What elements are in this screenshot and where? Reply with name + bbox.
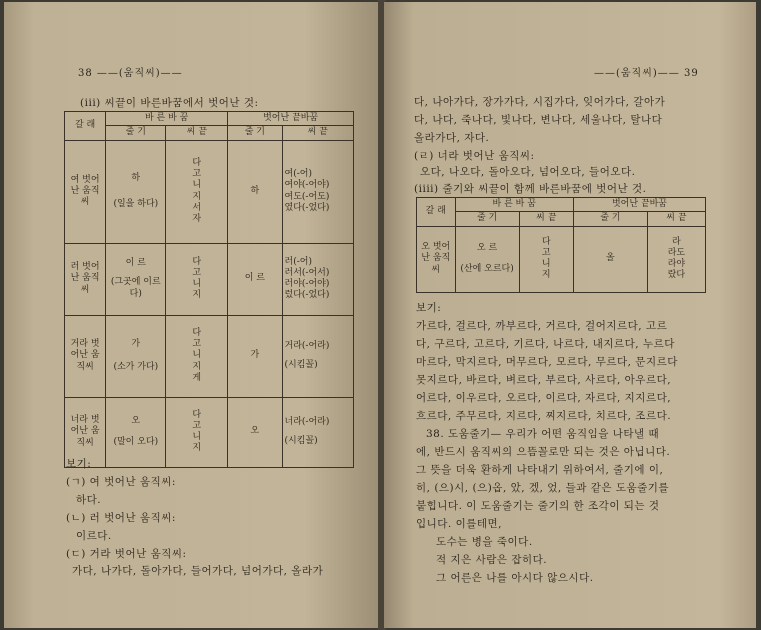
table-sub-heading: 줄 기 bbox=[455, 212, 519, 226]
ending: 여(-어) bbox=[284, 169, 312, 179]
text-line: 올라가다, 자다. bbox=[414, 132, 490, 144]
text-line: 흐르다, 주무르다, 지르다, 찌지르다, 치르다, 조르다. bbox=[416, 410, 672, 422]
ending: 니 bbox=[541, 259, 551, 269]
stem-cell bbox=[455, 226, 519, 292]
text-line: 히, (으)시, (으)옵, 았, 겠, 었, 들과 같은 도움줄기를 bbox=[416, 482, 670, 494]
right-conjugation-table bbox=[416, 197, 706, 293]
text-line: 붙힙니다. 이 도움줄기는 줄기의 한 조각이 되는 것 bbox=[416, 500, 660, 512]
ending: 고 bbox=[192, 420, 202, 431]
table-sub-heading: 씨 끝 bbox=[166, 126, 228, 140]
irregular-endings bbox=[282, 315, 353, 397]
table-sub-heading: 씨 끝 bbox=[282, 126, 353, 140]
ending: 지 bbox=[192, 191, 202, 202]
text-line: 오다, 나오다, 돌아오다, 넘어오다, 들어오다. bbox=[420, 166, 636, 178]
ending: 지 bbox=[192, 443, 202, 454]
left-conjugation-table bbox=[64, 111, 354, 468]
ending: 니 bbox=[192, 432, 202, 442]
table-sub-heading: 줄 기 bbox=[228, 126, 282, 140]
table-group-heading: 바 른 바 꿈 bbox=[106, 112, 228, 126]
left-section-title: (iii) 씨끝이 바른바꿈에서 벗어난 것: bbox=[80, 97, 259, 109]
stem-cell bbox=[106, 397, 166, 467]
ending: 렀다(-었다) bbox=[284, 290, 330, 301]
ending-cell bbox=[166, 243, 228, 315]
ending: 지 bbox=[192, 290, 202, 301]
example-line: 도수는 병을 죽이다. bbox=[436, 536, 533, 548]
ending: 여야(-어야) bbox=[284, 180, 330, 191]
ending: 니 bbox=[192, 180, 202, 191]
stem-text: 하 bbox=[131, 173, 141, 184]
ending: 너라(-어라) bbox=[284, 416, 330, 427]
text-line: 못지르다, 바르다, 벼르다, 부르다, 사르다, 아우르다, bbox=[416, 374, 672, 386]
table-row bbox=[65, 397, 354, 467]
ending: 니 bbox=[192, 279, 202, 289]
row-label: 오 벗어난 움직씨 bbox=[417, 226, 456, 292]
text-line: 보기: bbox=[66, 458, 92, 470]
irregular-endings bbox=[282, 243, 353, 315]
example-line: 적 지은 사람은 잡히다. bbox=[436, 554, 548, 566]
irregular-stem: 오 bbox=[228, 397, 282, 467]
table-col-heading: 갈 래 bbox=[65, 112, 106, 141]
ending: 라야 bbox=[667, 259, 686, 269]
ending: 라 bbox=[672, 236, 681, 247]
stem-cell bbox=[106, 243, 166, 315]
irregular-endings bbox=[282, 140, 353, 243]
table-sub-heading: 줄 기 bbox=[106, 126, 166, 140]
text-line: (ㄹ) 너라 벗어난 움직씨: bbox=[414, 150, 535, 162]
table-col-heading: 갈 래 bbox=[417, 198, 456, 227]
text-line: 가르다, 걸르다, 까부르다, 거르다, 걸어지르다, 고르 bbox=[416, 320, 668, 332]
table-sub-heading: 씨 끝 bbox=[647, 212, 705, 226]
right-page-header: ——(움직씨)—— 39 bbox=[594, 68, 699, 79]
text-line: 다, 나다, 죽나다, 빛나다, 변나다, 세울나다, 탈나다 bbox=[414, 114, 663, 126]
ending: 랐다 bbox=[667, 270, 686, 281]
table-group-heading: 벗어난 끝바꿈 bbox=[228, 112, 354, 126]
ending: 다 bbox=[192, 157, 202, 168]
table-sub-heading: 씨 끝 bbox=[519, 212, 573, 226]
irregular-endings bbox=[282, 397, 353, 467]
ending: 러서(-어서) bbox=[284, 267, 330, 278]
irregular-stem: 이 르 bbox=[228, 243, 282, 315]
text-line: 에, 반드시 움직씨의 으뜸꼴로만 되는 것은 아닙니다. bbox=[416, 446, 671, 458]
ending: (시킴꼴) bbox=[284, 436, 318, 446]
example-line: 그 어른은 나를 아시다 않으시다. bbox=[436, 572, 594, 584]
table-row bbox=[65, 243, 354, 315]
table-row bbox=[417, 226, 706, 292]
text-line: 그 뜻을 더욱 환하게 나타내기 위하여서, 줄기에 이, bbox=[416, 464, 664, 476]
ending: 다 bbox=[541, 236, 551, 247]
text-line: (ㄷ) 거라 벗어난 움직씨: bbox=[66, 548, 187, 560]
text-line: 다, 나아가다, 장가가다, 시집가다, 잊어가다, 갈아가 bbox=[414, 96, 666, 108]
ending: 였다(-었다) bbox=[284, 202, 330, 213]
ending: 자 bbox=[192, 214, 202, 224]
irregular-stem: 올 bbox=[573, 226, 647, 292]
ending-cell bbox=[519, 226, 573, 292]
ending: 거라(-어라) bbox=[284, 340, 330, 351]
ending: 고 bbox=[192, 339, 202, 350]
table-group-heading: 바 른 바 꿈 bbox=[455, 198, 573, 212]
stem-example: (소가 가다) bbox=[113, 362, 159, 372]
ending: 서 bbox=[192, 202, 202, 213]
ending: 여도(-어도) bbox=[284, 191, 330, 202]
text-line: 보기: bbox=[416, 302, 442, 314]
stem-example: (그곳에 이르다) bbox=[110, 277, 161, 299]
ending: (시킴꼴) bbox=[284, 360, 318, 370]
table-row bbox=[65, 315, 354, 397]
stem-example: (산에 오르다) bbox=[460, 264, 514, 274]
text-line: (iiii) 줄기와 씨끝이 함께 바른바꿈에 벗어난 것. bbox=[414, 183, 647, 195]
text-line: 마르다, 막지르다, 머무르다, 모르다, 무르다, 문지르다 bbox=[416, 356, 678, 368]
ending: 고 bbox=[192, 267, 202, 278]
left-page-header: 38 ——(움직씨)—— bbox=[78, 68, 183, 79]
text-line: 어르다, 이우르다, 오르다, 이르다, 자르다, 지지르다, bbox=[416, 392, 672, 404]
stem-example: (일을 하다) bbox=[113, 198, 159, 209]
row-label: 러 벗어난 움직씨 bbox=[65, 243, 106, 315]
text-line: 이르다. bbox=[76, 530, 112, 542]
text-line: 다, 구르다, 고르다, 기르다, 나르다, 내지르다, 누르다 bbox=[416, 338, 675, 350]
table-group-heading: 벗어난 끝바꿈 bbox=[573, 198, 705, 212]
section-heading-38: 38. 도움줄기— 우리가 어떤 움직임을 나타낼 때 bbox=[426, 428, 660, 440]
ending: 라도 bbox=[667, 247, 686, 258]
ending: 다 bbox=[192, 327, 202, 338]
ending: 고 bbox=[541, 247, 551, 258]
text-line: 가다, 나가다, 돌아가다, 들어가다, 넘어가다, 올라가 bbox=[72, 565, 324, 577]
ending-cell bbox=[166, 397, 228, 467]
ending: 니 bbox=[192, 350, 202, 361]
text-line: (ㄴ) 러 벗어난 움직씨: bbox=[66, 512, 176, 524]
ending: 지 bbox=[192, 361, 202, 372]
row-label: 너라 벗어난 움직씨 bbox=[65, 397, 106, 467]
text-line: 하다. bbox=[76, 494, 102, 506]
text-line: (ㄱ) 여 벗어난 움직씨: bbox=[66, 476, 176, 488]
table-sub-heading: 줄 기 bbox=[573, 212, 647, 226]
ending-cell bbox=[166, 140, 228, 243]
stem-cell bbox=[106, 140, 166, 243]
row-label: 거라 벗어난 움직씨 bbox=[65, 315, 106, 397]
ending: 러(-어) bbox=[284, 256, 312, 267]
row-label: 여 벗어난 움직씨 bbox=[65, 140, 106, 243]
ending: 다 bbox=[192, 256, 202, 267]
table-row bbox=[65, 140, 354, 243]
irregular-stem: 가 bbox=[228, 315, 282, 397]
stem-example: (말이 오다) bbox=[113, 437, 159, 447]
stem-text: 오 bbox=[131, 415, 141, 426]
irregular-stem: 하 bbox=[228, 140, 282, 243]
ending: 게 bbox=[192, 372, 202, 383]
ending: 다 bbox=[192, 409, 202, 420]
stem-text: 오 르 bbox=[476, 242, 498, 253]
stem-cell bbox=[106, 315, 166, 397]
ending: 러야(-어야) bbox=[284, 279, 330, 289]
stem-text: 이 르 bbox=[125, 258, 146, 269]
irregular-endings bbox=[647, 226, 705, 292]
ending: 고 bbox=[192, 169, 202, 179]
text-line: 입니다. 이를테면, bbox=[416, 518, 503, 530]
ending: 지 bbox=[541, 270, 551, 281]
ending-cell bbox=[166, 315, 228, 397]
stem-text: 가 bbox=[131, 338, 141, 349]
